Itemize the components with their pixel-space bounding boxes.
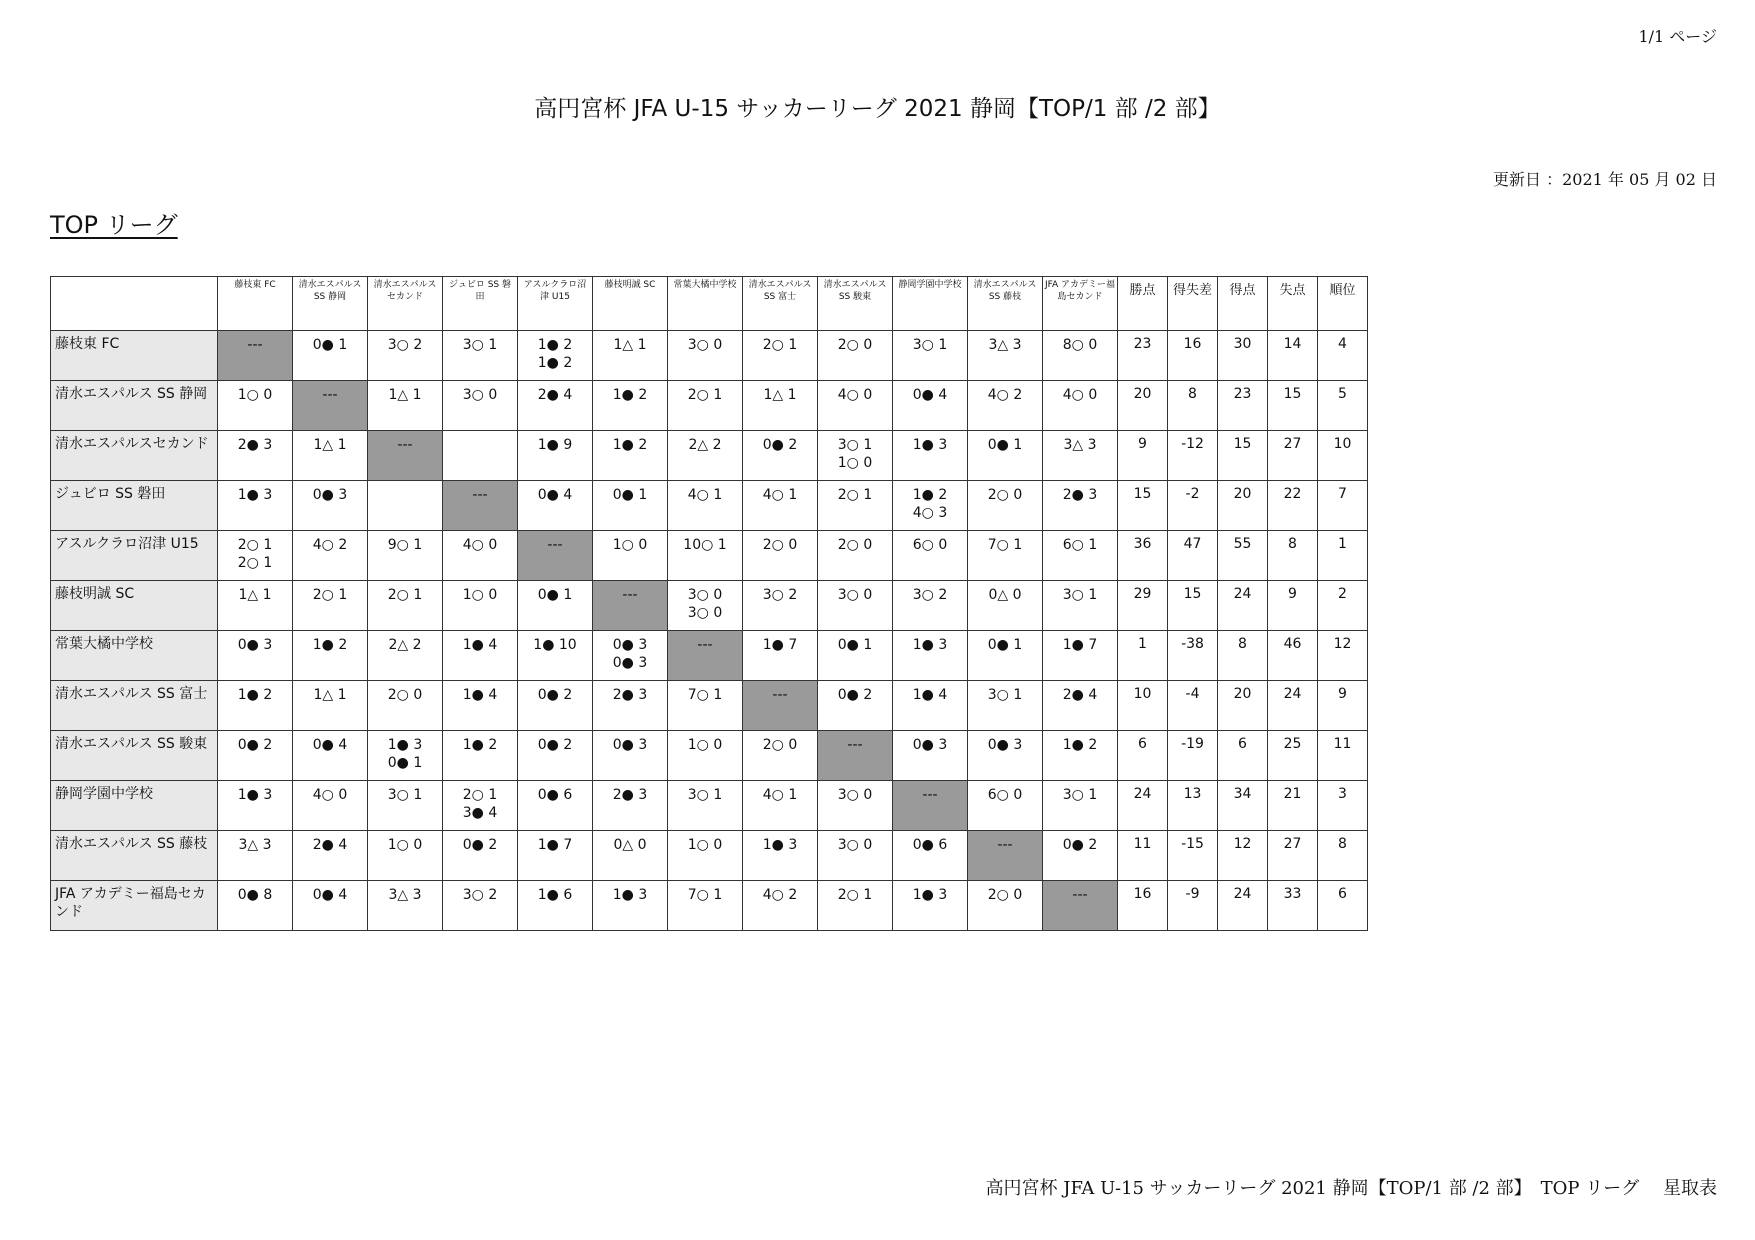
stat-cell: -4	[1168, 681, 1218, 731]
stat-cell: 25	[1268, 731, 1318, 781]
result-cell: 4○ 1	[668, 481, 743, 531]
stat-cell: 29	[1118, 581, 1168, 631]
column-header: 清水エスパルス SS 富士	[743, 277, 818, 331]
result-cell: 1● 7	[518, 831, 593, 881]
result-cell: 3○ 1	[1043, 581, 1118, 631]
column-header: 静岡学園中学校	[893, 277, 968, 331]
stat-cell: 9	[1318, 681, 1368, 731]
stat-cell: 20	[1218, 481, 1268, 531]
table-row	[51, 331, 1368, 381]
stat-cell: 30	[1218, 331, 1268, 381]
team-name-cell: 清水エスパルス SS 静岡	[51, 381, 218, 431]
stat-cell: 34	[1218, 781, 1268, 831]
result-cell: 2○ 1	[368, 581, 443, 631]
stat-cell: 6	[1118, 731, 1168, 781]
result-cell: 2○ 0	[743, 531, 818, 581]
result-cell: 0● 6	[518, 781, 593, 831]
result-cell: 0● 2	[518, 731, 593, 781]
result-cell: 0● 2	[818, 681, 893, 731]
team-name-cell: 清水エスパルスセカンド	[51, 431, 218, 481]
result-cell: 2○ 0	[968, 481, 1043, 531]
stat-cell: 21	[1268, 781, 1318, 831]
result-cell: 4○ 2	[293, 531, 368, 581]
result-cell: 3○ 2	[743, 581, 818, 631]
page-title: 高円宮杯 JFA U-15 サッカーリーグ 2021 静岡【TOP/1 部 /2 部】	[534, 96, 1221, 122]
team-name-cell: 静岡学園中学校	[51, 781, 218, 831]
result-cell: 2● 4	[1043, 681, 1118, 731]
result-cell: 1● 3	[743, 831, 818, 881]
self-match-cell: ---	[218, 331, 293, 381]
stat-column-header: 得失差	[1168, 277, 1218, 331]
table-row	[51, 731, 1368, 781]
self-match-cell: ---	[368, 431, 443, 481]
result-cell: 0● 2	[743, 431, 818, 481]
result-cell: 3○ 1	[443, 331, 518, 381]
result-cell: 1○ 0	[668, 731, 743, 781]
self-match-cell: ---	[743, 681, 818, 731]
result-cell: 1● 9	[518, 431, 593, 481]
result-cell: 0● 2	[518, 681, 593, 731]
result-cell: 2● 4	[518, 381, 593, 431]
page-number: 1/1 ページ	[1638, 27, 1717, 46]
stat-cell: 55	[1218, 531, 1268, 581]
result-cell: 1● 2	[443, 731, 518, 781]
stat-cell: -19	[1168, 731, 1218, 781]
result-cell: 3△ 3	[368, 881, 443, 931]
result-cell: 6○ 1	[1043, 531, 1118, 581]
result-cell: 1○ 0	[668, 831, 743, 881]
stat-cell: 33	[1268, 881, 1318, 931]
result-cell: 1● 4	[443, 681, 518, 731]
result-cell: 2○ 1	[293, 581, 368, 631]
result-cell: 1△ 1	[293, 431, 368, 481]
result-cell: 1△ 1	[293, 681, 368, 731]
result-cell: 0● 3 0● 3	[593, 631, 668, 681]
team-name-cell: 藤枝明誠 SC	[51, 581, 218, 631]
stat-cell: 24	[1268, 681, 1318, 731]
result-cell: 1● 7	[1043, 631, 1118, 681]
result-cell: 0● 1	[968, 631, 1043, 681]
table-row	[51, 531, 1368, 581]
self-match-cell: ---	[293, 381, 368, 431]
result-cell: 3○ 1 1○ 0	[818, 431, 893, 481]
result-cell: 4○ 1	[743, 481, 818, 531]
result-cell: 2○ 1	[668, 381, 743, 431]
result-cell: 1○ 0	[593, 531, 668, 581]
result-cell: 2△ 2	[368, 631, 443, 681]
result-cell: 1△ 1	[743, 381, 818, 431]
team-name-cell: アスルクラロ沼津 U15	[51, 531, 218, 581]
table-row	[51, 481, 1368, 531]
result-cell: 0● 3	[293, 481, 368, 531]
result-cell: 3○ 1	[1043, 781, 1118, 831]
result-cell: 2○ 0	[818, 331, 893, 381]
result-cell: 0● 4	[293, 731, 368, 781]
result-cell: 2△ 2	[668, 431, 743, 481]
column-header: JFA アカデミー福島セカンド	[1043, 277, 1118, 331]
stat-cell: -9	[1168, 881, 1218, 931]
stat-cell: 8	[1268, 531, 1318, 581]
stat-cell: 3	[1318, 781, 1368, 831]
stat-cell: 47	[1168, 531, 1218, 581]
result-cell: 2○ 0	[968, 881, 1043, 931]
table-row	[51, 431, 1368, 481]
table-header-row	[51, 277, 1368, 331]
result-cell: 1● 3	[893, 881, 968, 931]
stat-cell: 11	[1318, 731, 1368, 781]
stat-cell: 1	[1318, 531, 1368, 581]
result-cell: 0● 3	[218, 631, 293, 681]
self-match-cell: ---	[593, 581, 668, 631]
stat-cell: 8	[1168, 381, 1218, 431]
result-cell: 0● 3	[593, 731, 668, 781]
result-cell: 2● 4	[293, 831, 368, 881]
result-cell: 1● 3	[593, 881, 668, 931]
page-footer: 高円宮杯 JFA U-15 サッカーリーグ 2021 静岡【TOP/1 部 /2 部】 TOP リーグ 星取表	[985, 1178, 1717, 1199]
result-cell: 0● 6	[893, 831, 968, 881]
table-row	[51, 881, 1368, 931]
stat-cell: 23	[1118, 331, 1168, 381]
league-heading: TOP リーグ	[50, 211, 178, 239]
result-cell: 1● 4	[893, 681, 968, 731]
result-cell: 0△ 0	[968, 581, 1043, 631]
stat-cell: 36	[1118, 531, 1168, 581]
column-header: ジュビロ SS 磐田	[443, 277, 518, 331]
stat-cell: 16	[1118, 881, 1168, 931]
result-cell: 4○ 2	[743, 881, 818, 931]
stat-cell: -15	[1168, 831, 1218, 881]
team-name-cell: 清水エスパルス SS 駿東	[51, 731, 218, 781]
stat-cell: 23	[1218, 381, 1268, 431]
stat-cell: 12	[1318, 631, 1368, 681]
result-cell: 0● 4	[518, 481, 593, 531]
result-cell: 0● 1	[593, 481, 668, 531]
self-match-cell: ---	[443, 481, 518, 531]
result-cell: 0● 4	[893, 381, 968, 431]
table-row	[51, 381, 1368, 431]
result-cell: 1● 2	[218, 681, 293, 731]
stat-cell: 14	[1268, 331, 1318, 381]
stat-cell: 20	[1218, 681, 1268, 731]
result-cell	[443, 431, 518, 481]
result-cell: 1● 3	[893, 431, 968, 481]
stat-cell: 27	[1268, 431, 1318, 481]
result-cell: 0● 2	[1043, 831, 1118, 881]
self-match-cell: ---	[968, 831, 1043, 881]
result-cell: 7○ 1	[668, 881, 743, 931]
standings-table	[50, 276, 1368, 931]
stat-cell: 6	[1318, 881, 1368, 931]
column-header: 清水エスパルスセカンド	[368, 277, 443, 331]
result-cell: 4○ 0	[818, 381, 893, 431]
column-header: 清水エスパルス SS 藤枝	[968, 277, 1043, 331]
result-cell: 1△ 1	[593, 331, 668, 381]
result-cell: 3○ 1	[893, 331, 968, 381]
column-header: アスルクラロ沼津 U15	[518, 277, 593, 331]
result-cell: 1● 2	[593, 381, 668, 431]
stat-cell: 5	[1318, 381, 1368, 431]
result-cell: 0● 2	[218, 731, 293, 781]
self-match-cell: ---	[1043, 881, 1118, 931]
result-cell: 1● 3 0● 1	[368, 731, 443, 781]
stat-cell: 6	[1218, 731, 1268, 781]
stat-column-header: 得点	[1218, 277, 1268, 331]
team-name-cell: ジュビロ SS 磐田	[51, 481, 218, 531]
result-cell: 3△ 3	[218, 831, 293, 881]
result-cell: 2○ 1	[743, 331, 818, 381]
result-cell: 0● 1	[968, 431, 1043, 481]
stat-cell: 4	[1318, 331, 1368, 381]
result-cell: 3○ 0	[443, 381, 518, 431]
result-cell: 1○ 0	[218, 381, 293, 431]
result-cell: 0● 8	[218, 881, 293, 931]
result-cell: 3○ 2	[368, 331, 443, 381]
team-name-cell: 藤枝東 FC	[51, 331, 218, 381]
stat-cell: 13	[1168, 781, 1218, 831]
stat-cell: 10	[1318, 431, 1368, 481]
self-match-cell: ---	[818, 731, 893, 781]
update-date: 更新日 ：2021 年 05 月 02 日	[1493, 170, 1717, 189]
result-cell: 1● 4	[443, 631, 518, 681]
team-name-cell: 清水エスパルス SS 藤枝	[51, 831, 218, 881]
result-cell: 0● 3	[968, 731, 1043, 781]
stat-column-header: 失点	[1268, 277, 1318, 331]
table-row	[51, 781, 1368, 831]
team-name-cell: JFA アカデミー福島セカンド	[51, 881, 218, 931]
result-cell: 2○ 0	[743, 731, 818, 781]
result-cell: 0△ 0	[593, 831, 668, 881]
result-cell: 2● 3	[593, 781, 668, 831]
table-body	[51, 331, 1368, 931]
result-cell: 3○ 2	[893, 581, 968, 631]
stat-cell: 16	[1168, 331, 1218, 381]
table-row	[51, 681, 1368, 731]
result-cell: 0● 1	[818, 631, 893, 681]
stat-cell: 7	[1318, 481, 1368, 531]
result-cell: 0● 3	[893, 731, 968, 781]
result-cell: 3○ 1	[968, 681, 1043, 731]
stat-cell: 12	[1218, 831, 1268, 881]
result-cell: 2○ 0	[818, 531, 893, 581]
result-cell: 1△ 1	[218, 581, 293, 631]
stat-cell: 9	[1268, 581, 1318, 631]
result-cell: 7○ 1	[668, 681, 743, 731]
column-header: 清水エスパルス SS 駿東	[818, 277, 893, 331]
self-match-cell: ---	[518, 531, 593, 581]
table-row	[51, 631, 1368, 681]
result-cell: 1● 3	[218, 781, 293, 831]
result-cell: 3○ 0 3○ 0	[668, 581, 743, 631]
result-cell: 2○ 0	[368, 681, 443, 731]
stat-cell: 22	[1268, 481, 1318, 531]
result-cell: 1● 2	[1043, 731, 1118, 781]
result-cell: 6○ 0	[968, 781, 1043, 831]
result-cell: 1● 2 4○ 3	[893, 481, 968, 531]
result-cell: 2○ 1 2○ 1	[218, 531, 293, 581]
result-cell: 2○ 1	[818, 881, 893, 931]
table-row	[51, 581, 1368, 631]
table-corner-cell	[51, 277, 218, 331]
stat-cell: 11	[1118, 831, 1168, 881]
result-cell: 3△ 3	[1043, 431, 1118, 481]
result-cell: 1○ 0	[368, 831, 443, 881]
result-cell: 9○ 1	[368, 531, 443, 581]
team-name-cell: 清水エスパルス SS 富士	[51, 681, 218, 731]
result-cell	[368, 481, 443, 531]
result-cell: 1● 2	[593, 431, 668, 481]
result-cell: 3○ 0	[818, 581, 893, 631]
result-cell: 0● 1	[518, 581, 593, 631]
result-cell: 1△ 1	[368, 381, 443, 431]
result-cell: 3△ 3	[968, 331, 1043, 381]
stat-cell: 24	[1218, 581, 1268, 631]
result-cell: 3○ 1	[668, 781, 743, 831]
result-cell: 3○ 0	[818, 781, 893, 831]
result-cell: 1● 7	[743, 631, 818, 681]
stat-cell: 2	[1318, 581, 1368, 631]
result-cell: 0● 1	[293, 331, 368, 381]
result-cell: 0● 2	[443, 831, 518, 881]
stat-cell: 24	[1118, 781, 1168, 831]
result-cell: 7○ 1	[968, 531, 1043, 581]
stat-cell: 8	[1218, 631, 1268, 681]
result-cell: 1● 10	[518, 631, 593, 681]
result-cell: 1● 3	[893, 631, 968, 681]
result-cell: 2● 3	[218, 431, 293, 481]
stat-cell: 8	[1318, 831, 1368, 881]
stat-cell: 9	[1118, 431, 1168, 481]
team-name-cell: 常葉大橘中学校	[51, 631, 218, 681]
result-cell: 4○ 0	[1043, 381, 1118, 431]
result-cell: 1○ 0	[443, 581, 518, 631]
result-cell: 1● 2	[293, 631, 368, 681]
result-cell: 3○ 0	[818, 831, 893, 881]
result-cell: 8○ 0	[1043, 331, 1118, 381]
result-cell: 1● 3	[218, 481, 293, 531]
result-cell: 4○ 2	[968, 381, 1043, 431]
stat-cell: -2	[1168, 481, 1218, 531]
stat-cell: 15	[1168, 581, 1218, 631]
result-cell: 2● 3	[1043, 481, 1118, 531]
stat-cell: 15	[1218, 431, 1268, 481]
stat-cell: 27	[1268, 831, 1318, 881]
result-cell: 4○ 0	[293, 781, 368, 831]
stat-cell: -38	[1168, 631, 1218, 681]
stat-cell: 20	[1118, 381, 1168, 431]
result-cell: 2● 3	[593, 681, 668, 731]
stat-cell: 10	[1118, 681, 1168, 731]
column-header: 藤枝東 FC	[218, 277, 293, 331]
stat-column-header: 勝点	[1118, 277, 1168, 331]
result-cell: 2○ 1 3● 4	[443, 781, 518, 831]
stat-cell: -12	[1168, 431, 1218, 481]
stat-cell: 15	[1268, 381, 1318, 431]
stat-cell: 24	[1218, 881, 1268, 931]
result-cell: 3○ 0	[668, 331, 743, 381]
result-cell: 4○ 1	[743, 781, 818, 831]
stat-cell: 1	[1118, 631, 1168, 681]
table-row	[51, 831, 1368, 881]
self-match-cell: ---	[668, 631, 743, 681]
stat-cell: 46	[1268, 631, 1318, 681]
result-cell: 0● 4	[293, 881, 368, 931]
column-header: 清水エスパルス SS 静岡	[293, 277, 368, 331]
result-cell: 3○ 2	[443, 881, 518, 931]
self-match-cell: ---	[893, 781, 968, 831]
result-cell: 1● 6	[518, 881, 593, 931]
result-cell: 4○ 0	[443, 531, 518, 581]
result-cell: 2○ 1	[818, 481, 893, 531]
result-cell: 6○ 0	[893, 531, 968, 581]
column-header: 藤枝明誠 SC	[593, 277, 668, 331]
stat-cell: 15	[1118, 481, 1168, 531]
result-cell: 10○ 1	[668, 531, 743, 581]
result-cell: 3○ 1	[368, 781, 443, 831]
column-header: 常葉大橘中学校	[668, 277, 743, 331]
result-cell: 1● 2 1● 2	[518, 331, 593, 381]
stat-column-header: 順位	[1318, 277, 1368, 331]
